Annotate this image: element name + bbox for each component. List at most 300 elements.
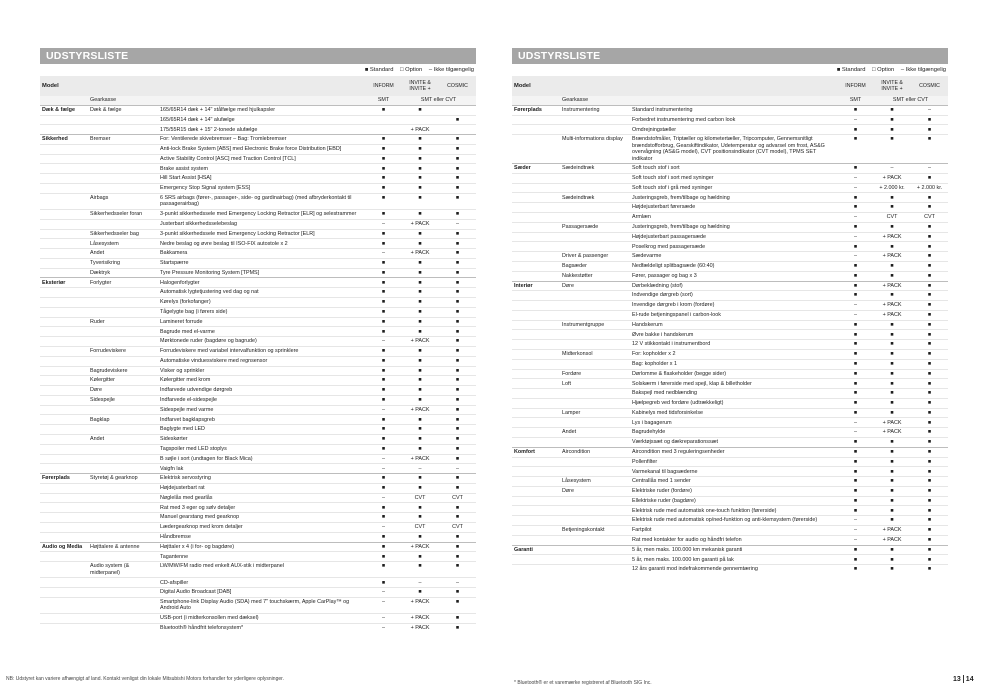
subcategory: Døre: [560, 281, 630, 291]
subcategory: Multi-informations display: [560, 135, 630, 164]
table-row: [512, 242, 948, 252]
feature: Fører, passager og bag x 3: [630, 271, 838, 281]
invite-value: ■: [401, 135, 439, 145]
category: [512, 173, 560, 183]
table-row: [512, 135, 948, 164]
category: [512, 477, 560, 487]
invite-value: ■: [873, 467, 911, 477]
feature: Højttaler x 4 (i for- og bagdøre): [158, 542, 366, 552]
category: Garanti: [512, 545, 560, 555]
subcategory: [560, 203, 630, 213]
table-row: [40, 562, 476, 578]
subcategory: [560, 467, 630, 477]
invite-value: ■: [873, 105, 911, 115]
subcategory: [560, 183, 630, 193]
inform-value: ■: [838, 193, 873, 203]
inform-value: ■: [366, 503, 401, 513]
cosmic-value: ■: [439, 376, 476, 386]
feature: 175/55R15 dæk + 15" 2-tonede alufælge: [158, 125, 366, 135]
cosmic-value: ■: [439, 503, 476, 513]
table-row: [40, 144, 476, 154]
feature: Soft touch stof i sort med syninger: [630, 173, 838, 183]
feature: Brake assist system: [158, 164, 366, 174]
invite-value: + PACK: [873, 535, 911, 545]
category: Førerplads: [512, 105, 560, 115]
feature: Justeringsgreb, frem/tilbage og hældning: [630, 222, 838, 232]
inform-value: ■: [838, 281, 873, 291]
subcategory: Aircondition: [560, 447, 630, 457]
inform-value: ■: [838, 242, 873, 252]
table-row: [512, 467, 948, 477]
invite-value: ■: [401, 144, 439, 154]
category: [40, 154, 88, 164]
invite-value: ■: [401, 425, 439, 435]
subcategory: Bagrudeviskere: [88, 366, 158, 376]
feature: Højdejusterbart passagersæde: [630, 232, 838, 242]
cosmic-value: ■: [911, 125, 948, 135]
table-row: [40, 386, 476, 396]
feature: Indfarvede udvendige dørgreb: [158, 386, 366, 396]
category: [40, 164, 88, 174]
category: [40, 115, 88, 125]
feature: Kølergitter med krom: [158, 376, 366, 386]
cosmic-value: ■: [911, 418, 948, 428]
category: [512, 516, 560, 526]
subcategory: [88, 493, 158, 503]
cosmic-value: ■: [439, 115, 476, 125]
category: [40, 588, 88, 598]
subcategory: [88, 578, 158, 588]
table-row: [512, 477, 948, 487]
cosmic-value: ■: [439, 298, 476, 308]
inform-value: ■: [366, 288, 401, 298]
subcategory: [88, 552, 158, 562]
subcategory: [88, 523, 158, 533]
invite-value: –: [401, 578, 439, 588]
cosmic-value: ■: [439, 474, 476, 484]
inform-value: ■: [838, 398, 873, 408]
equipment-page-right: [512, 48, 948, 574]
cosmic-value: [439, 105, 476, 115]
table-row: [40, 623, 476, 632]
feature: Elektrisk servostyring: [158, 474, 366, 484]
feature: Vaigfn lak: [158, 464, 366, 474]
cosmic-value: ■: [911, 496, 948, 506]
cosmic-value: ■: [439, 154, 476, 164]
subcategory: [560, 457, 630, 467]
invite-value: + PACK: [401, 623, 439, 632]
invite-value: ■: [873, 555, 911, 565]
feature: Varmekanal til bagsæderne: [630, 467, 838, 477]
invite-value: + PACK: [873, 418, 911, 428]
feature: 165/65R14 dæk + 14" stålfælge med hjulkapsler: [158, 105, 366, 115]
subcategory: [88, 614, 158, 624]
model-invite: INVITE & INVITE +: [873, 76, 911, 96]
category: [40, 434, 88, 444]
subcategory: [560, 340, 630, 350]
cosmic-value: ■: [911, 565, 948, 574]
invite-value: + PACK: [401, 125, 439, 135]
feature: Nedfældeligt splitbagsæde (60:40): [630, 261, 838, 271]
category: [40, 532, 88, 542]
feature: Halogenforlygter: [158, 278, 366, 288]
inform-value: –: [838, 526, 873, 536]
invite-value: ■: [401, 444, 439, 454]
equipment-page-left: [40, 48, 476, 633]
category: [512, 125, 560, 135]
table-row: [40, 578, 476, 588]
category: Dæk & fælge: [40, 105, 88, 115]
subcategory: [88, 164, 158, 174]
cosmic-value: ■: [911, 281, 948, 291]
invite-value: + 2.000 kr.: [873, 183, 911, 193]
subcategory: Bremser: [88, 135, 158, 145]
category: [512, 115, 560, 125]
category: [512, 565, 560, 574]
subcategory: Tyverisikring: [88, 258, 158, 268]
feature: Værktøjssæt og dækreparationssæt: [630, 438, 838, 448]
category: [512, 301, 560, 311]
subcategory: Andet: [88, 249, 158, 259]
table-row: [40, 444, 476, 454]
table-row: [40, 193, 476, 209]
feature: Aircondition med 3 reguleringsenheder: [630, 447, 838, 457]
feature: Ellektriske ruder (bagdøre): [630, 496, 838, 506]
invite-value: ■: [401, 415, 439, 425]
subcategory: [560, 173, 630, 183]
feature: Invendige dørgreb i krom (fordøre): [630, 301, 838, 311]
feature: Bakkamera: [158, 249, 366, 259]
feature: Sædevarme: [630, 252, 838, 262]
cosmic-value: ■: [911, 173, 948, 183]
table-row: [512, 164, 948, 174]
invite-value: ■: [873, 359, 911, 369]
category: [512, 467, 560, 477]
feature: Automatiske vinduesviskere med regnsensor: [158, 356, 366, 366]
subcategory: Sikkerhedsseler bag: [88, 229, 158, 239]
table-row: [512, 457, 948, 467]
cosmic-value: ■: [439, 386, 476, 396]
category: [512, 310, 560, 320]
subcategory: [88, 288, 158, 298]
inform-value: –: [838, 115, 873, 125]
feature: Tyre Pressure Monitoring System [TPMS]: [158, 268, 366, 278]
table-row: [40, 552, 476, 562]
cosmic-value: ■: [439, 193, 476, 209]
cosmic-value: ■: [439, 513, 476, 523]
table-row: [40, 288, 476, 298]
inform-value: –: [838, 310, 873, 320]
feature: Anti-lock Brake System [ABS] med Electronic Brake force Distribution [EBD]: [158, 144, 366, 154]
cosmic-value: ■: [911, 457, 948, 467]
equipment-table: [40, 76, 476, 633]
feature: Håndbremse: [158, 532, 366, 542]
inform-value: –: [366, 523, 401, 533]
cosmic-value: ■: [439, 542, 476, 552]
feature: CD-afspiller: [158, 578, 366, 588]
subcategory: [88, 219, 158, 229]
feature: Elektriske ruder (fordøre): [630, 486, 838, 496]
invite-value: ■: [873, 242, 911, 252]
inform-value: ■: [366, 144, 401, 154]
table-row: [512, 447, 948, 457]
inform-value: ■: [838, 438, 873, 448]
feature: Handskerum: [630, 320, 838, 330]
invite-value: –: [401, 464, 439, 474]
inform-value: ■: [838, 359, 873, 369]
invite-value: ■: [873, 486, 911, 496]
table-row: [512, 349, 948, 359]
feature: Bagrudehylde: [630, 428, 838, 438]
invite-value: + PACK: [873, 252, 911, 262]
legend-not-available: – Ikke tilgængelig: [900, 67, 946, 73]
cosmic-value: ■: [439, 366, 476, 376]
invite-value: ■: [873, 447, 911, 457]
category: [512, 398, 560, 408]
feature: 3-punkt sikkerhedssele med Emergency Locking Retractor [ELR]: [158, 229, 366, 239]
subcategory: [560, 516, 630, 526]
inform-value: –: [838, 516, 873, 526]
feature: Indfarvede el-sidespejle: [158, 395, 366, 405]
inform-value: –: [366, 493, 401, 503]
table-row: [40, 135, 476, 145]
inform-value: –: [366, 405, 401, 415]
feature: Mørktonede ruder (bagdøre og bagrude): [158, 337, 366, 347]
table-row: [40, 483, 476, 493]
table-row: [40, 376, 476, 386]
invite-value: ■: [873, 477, 911, 487]
subcategory: [88, 597, 158, 613]
table-row: [512, 438, 948, 448]
inform-value: ■: [366, 386, 401, 396]
gearbox-invite-cosmic: SMT eller CVT: [401, 96, 476, 105]
inform-value: ■: [838, 477, 873, 487]
inform-value: ■: [366, 434, 401, 444]
invite-value: ■: [401, 366, 439, 376]
feature: B søjle i sort (undtagen for Black Mica): [158, 454, 366, 464]
category: [40, 454, 88, 464]
category: Sikkerhed: [40, 135, 88, 145]
subcategory: Låsesystem: [560, 477, 630, 487]
category: [40, 395, 88, 405]
inform-value: –: [838, 183, 873, 193]
page-divider: [963, 675, 964, 683]
inform-value: ■: [366, 174, 401, 184]
category: [40, 258, 88, 268]
page-number-right: 14: [965, 675, 974, 683]
cosmic-value: ■: [911, 135, 948, 164]
category: Audio og Media: [40, 542, 88, 552]
inform-value: ■: [366, 444, 401, 454]
invite-value: ■: [401, 210, 439, 220]
legend: [40, 64, 476, 76]
subcategory: Ruder: [88, 317, 158, 327]
inform-value: –: [838, 418, 873, 428]
table-row: [40, 493, 476, 503]
cosmic-value: ■: [911, 389, 948, 399]
inform-value: [366, 115, 401, 125]
feature: Øvre bakke i handskerum: [630, 330, 838, 340]
cosmic-value: ■: [911, 261, 948, 271]
category: [40, 614, 88, 624]
category: [512, 213, 560, 223]
feature: Solskærm i førerside med spejl, klap & billetholder: [630, 379, 838, 389]
cosmic-value: CVT: [439, 493, 476, 503]
subcategory: Lamper: [560, 408, 630, 418]
invite-value: [401, 115, 439, 125]
table-row: [40, 268, 476, 278]
invite-value: ■: [401, 503, 439, 513]
table-row: [512, 565, 948, 574]
invite-value: ■: [873, 438, 911, 448]
subcategory: Instrumentgruppe: [560, 320, 630, 330]
inform-value: ■: [366, 346, 401, 356]
table-row: [512, 281, 948, 291]
cosmic-value: ■: [911, 320, 948, 330]
feature: Højdejusterbart førersæde: [630, 203, 838, 213]
subcategory: [560, 545, 630, 555]
category: Sæder: [512, 164, 560, 174]
inform-value: ■: [366, 474, 401, 484]
subcategory: [560, 555, 630, 565]
cosmic-value: ■: [439, 356, 476, 366]
subcategory: [88, 503, 158, 513]
cosmic-value: ■: [911, 222, 948, 232]
feature: Active Stability Control [ASC] med Traction Control [TCL]: [158, 154, 366, 164]
invite-value: ■: [401, 474, 439, 484]
feature: Bakspejl med nedblænding: [630, 389, 838, 399]
feature: For: Ventilerede skivebremser – Bag: Tromlebremser: [158, 135, 366, 145]
cosmic-value: ■: [439, 552, 476, 562]
gearbox-label: Gearkasse: [88, 96, 366, 105]
category: [40, 523, 88, 533]
legend-standard: ■ Standard: [836, 67, 866, 73]
subcategory: Driver & passenger: [560, 252, 630, 262]
table-row: [40, 415, 476, 425]
feature: Automatisk lygtetjustering ved dag og nat: [158, 288, 366, 298]
feature: Manuel gearstang med gearknop: [158, 513, 366, 523]
subcategory: Dæk & fælge: [88, 105, 158, 115]
subcategory: [88, 298, 158, 308]
feature: 5 år, men maks. 100.000 km garanti på lak: [630, 555, 838, 565]
feature: Poselkrog med passagersæde: [630, 242, 838, 252]
table-row: [40, 523, 476, 533]
subcategory: Nakkestøtter: [560, 271, 630, 281]
subcategory: Forrudeviskere: [88, 346, 158, 356]
invite-value: ■: [873, 389, 911, 399]
inform-value: ■: [366, 552, 401, 562]
gearbox-inform: SMT: [838, 96, 873, 105]
subcategory: Styretøj & gearknop: [88, 474, 158, 484]
table-row: [512, 213, 948, 223]
cosmic-value: ■: [911, 545, 948, 555]
category: [40, 288, 88, 298]
category: [512, 252, 560, 262]
invite-value: CVT: [401, 493, 439, 503]
invite-value: ■: [873, 125, 911, 135]
invite-value: ■: [873, 115, 911, 125]
table-row: [40, 405, 476, 415]
inform-value: ■: [366, 307, 401, 317]
cosmic-value: ■: [911, 486, 948, 496]
subcategory: [88, 588, 158, 598]
category: [40, 493, 88, 503]
subcategory: [560, 565, 630, 574]
category: [40, 229, 88, 239]
category: [40, 125, 88, 135]
table-row: [40, 588, 476, 598]
invite-value: ■: [401, 154, 439, 164]
inform-value: ■: [838, 545, 873, 555]
inform-value: ■: [838, 222, 873, 232]
subcategory: [88, 513, 158, 523]
page-number-left: 13: [953, 675, 961, 683]
table-row: [512, 516, 948, 526]
invite-value: CVT: [401, 523, 439, 533]
feature: Nedre beslag og øvre beslag til ISO-FIX autostole x 2: [158, 239, 366, 249]
table-row: [40, 154, 476, 164]
subcategory: Døre: [560, 486, 630, 496]
inform-value: ■: [838, 565, 873, 574]
inform-value: –: [366, 597, 401, 613]
category: [40, 298, 88, 308]
feature: Rat med kontakter for audio og håndfri telefon: [630, 535, 838, 545]
feature: Justerbart sikkerhedsselebeslag: [158, 219, 366, 229]
category: [40, 597, 88, 613]
inform-value: ■: [838, 506, 873, 516]
subcategory: Sikkerhedsseler foran: [88, 210, 158, 220]
subcategory: Sædeindtræk: [560, 164, 630, 174]
table-row: [40, 542, 476, 552]
category: Eksteriør: [40, 278, 88, 288]
table-row: [512, 526, 948, 536]
feature: Lys i bagagerum: [630, 418, 838, 428]
invite-value: + PACK: [401, 219, 439, 229]
invite-value: ■: [401, 288, 439, 298]
category: [512, 496, 560, 506]
cosmic-value: ■: [439, 454, 476, 464]
invite-value: ■: [873, 222, 911, 232]
cosmic-value: ■: [439, 249, 476, 259]
cosmic-value: ■: [439, 405, 476, 415]
table-row: [512, 232, 948, 242]
invite-value: + PACK: [873, 281, 911, 291]
invite-value: ■: [873, 545, 911, 555]
feature: Smartphone-link Display Audio (SDA) med 7" touchskærm, Apple CarPlay™ og Android Auto: [158, 597, 366, 613]
table-row: [512, 115, 948, 125]
invite-value: + PACK: [401, 542, 439, 552]
subcategory: Bagklap: [88, 415, 158, 425]
table-row: [512, 193, 948, 203]
invite-value: ■: [873, 369, 911, 379]
table-row: [512, 535, 948, 545]
category: [40, 415, 88, 425]
cosmic-value: ■: [911, 203, 948, 213]
inform-value: ■: [366, 278, 401, 288]
inform-value: ■: [366, 366, 401, 376]
inform-value: ■: [838, 379, 873, 389]
invite-value: + PACK: [401, 614, 439, 624]
cosmic-value: ■: [439, 144, 476, 154]
subcategory: [88, 356, 158, 366]
subcategory: Andet: [88, 434, 158, 444]
category: [512, 349, 560, 359]
inform-value: ■: [838, 340, 873, 350]
category: [512, 418, 560, 428]
cosmic-value: –: [911, 105, 948, 115]
subcategory: [88, 307, 158, 317]
feature: For: kopholder x 2: [630, 349, 838, 359]
